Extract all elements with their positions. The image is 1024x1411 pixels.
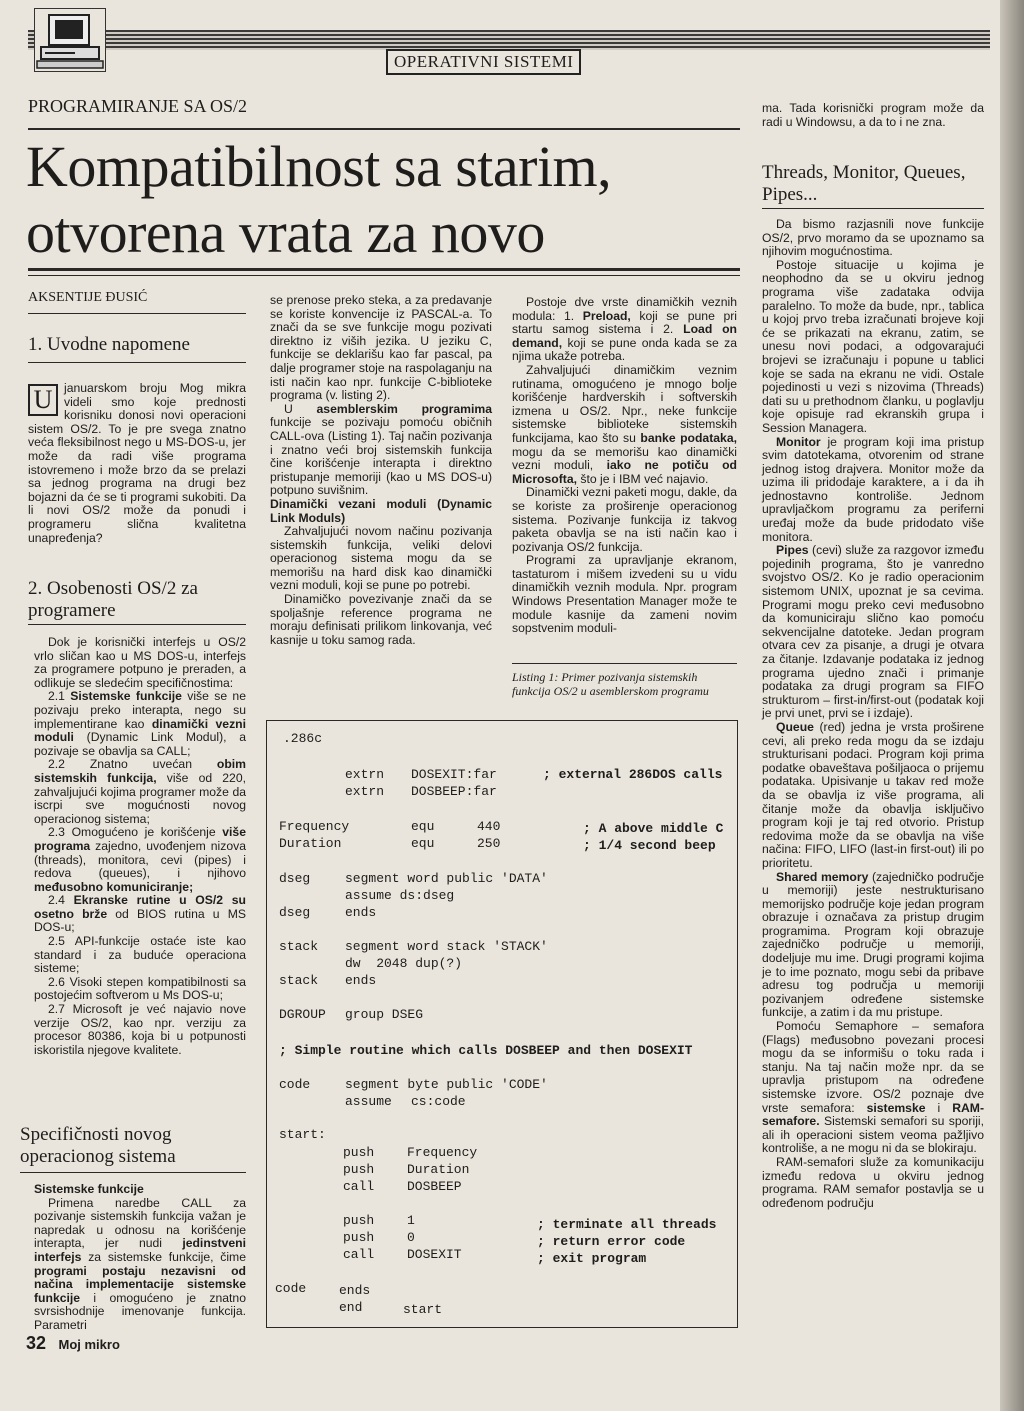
page-edge-shadow xyxy=(1000,0,1024,1411)
code-line: ends xyxy=(345,905,377,920)
code-line: DGROUP xyxy=(279,1007,326,1022)
headline-line-2: otvorena vrata za novo xyxy=(26,200,545,265)
paragraph: Shared memory (zajedničko područje u memoriji) jeste nestrukturisano memorijsko područje koje jedan program obrazuje i označava za pristup drugim programima. Program koji obrazuje zajedničko područje u memoriji, dodeljuje mu ime. Drugi programi kojima je to ime poznato, mogu sebi da pribave adresu tog područja u memoriji pozivanjem određene sistemske funkcije, a zatim i da mu pristupe. xyxy=(762,869,984,1020)
code-comment: ; exit program xyxy=(537,1251,647,1266)
header-stripe-bar xyxy=(28,30,990,50)
code-line: assume xyxy=(345,1094,392,1109)
divider xyxy=(762,208,984,209)
column-2-body xyxy=(270,294,492,647)
divider xyxy=(20,1172,246,1173)
divider xyxy=(28,624,246,625)
code-line: 0 xyxy=(407,1230,415,1245)
divider xyxy=(28,268,740,271)
list-item: 2.7 Microsoft je već najavio nove verzije OS/2, kao npr. verziju za procesor 80386, koja bi u potpunosti iskoristila njegove kvalitete. xyxy=(34,1002,246,1057)
divider xyxy=(28,362,246,363)
code-listing xyxy=(266,720,738,1328)
divider xyxy=(512,663,737,664)
subheading: Dinamički vezani moduli (Dynamic Link Moduls) xyxy=(270,496,492,525)
paragraph: U asemblerskim programima funkcije se pozivaju pomoću običnih CALL-ova (Listing 1). Taj način pozivanja i znatno veći broj sistemskih funkcija čine korišćenje interapta i direktno pristupanje memoriji (kao u MS DOS-u) potpuno suvišnim. xyxy=(270,401,492,498)
code-line: segment byte public 'CODE' xyxy=(345,1077,548,1092)
code-line: DOSEXIT xyxy=(407,1247,462,1262)
intro-text: januarskom broju Mog mikra videli smo koje prednosti korisniku donosi novi operacioni sistem OS/2. To je pre svega znatno veća fleksibilnost nego u MS-DOS-u, jer može da radi više programa istovremeno i može brzo da se prelazi sa jednog programa na drugi bez bojazni da će se ti programi sukobiti. Da li novi OS/2 može da ponudi i programeru slična kvalitetna unapređenja? xyxy=(28,381,246,545)
divider xyxy=(28,313,246,314)
paragraph: ma. Tada korisnički program može da radi u Windowsu, a da to i ne zna. xyxy=(762,101,984,129)
code-comment: ; return error code xyxy=(537,1234,686,1249)
section-heading xyxy=(28,578,198,622)
kicker: PROGRAMIRANJE SA OS/2 xyxy=(28,96,248,116)
paragraph: Postoje situacije u kojima je neophodno da se u okviru jednog programa više zadataka odvija paralelno. To može da bude, npr., tablica u kojoj prvo treba izračunati brojeve koji će se prikazati na ekranu, zatim, se unesu novi podaci, a odgovarajući brojevi se izračunaju i popune u tablici koje se sada na ekranu ne vidi. Ostale pojedinosti u vezi s nizovima (Threads) dati su u prethodnom članku, u poglavlju koje opisuje rad ekranskih grupa i Session Managera. xyxy=(762,257,984,435)
column-3-body xyxy=(512,296,737,636)
paragraph: Dok je korisnički interfejs u OS/2 vrlo sličan kao u MS DOS-u, interfejs za programere potpuno je preraden, a odlikuje se sledećim specifičnostima: xyxy=(34,635,246,690)
code-line: push xyxy=(343,1213,375,1228)
paragraph: Primena naredbe CALL za pozivanje sistemskih funkcija važan je napredak u odnosu na korišćenje interapta, jer nudi jedinstveni interfejs za sistemske funkcije, čime programi postaju nezavisni od načina implementacije sistemske funkcije i omogućeno je znatno svrsishodnije imenovanje funkcija. Parametri xyxy=(34,1195,246,1332)
subheading: Sistemske funkcije xyxy=(34,1182,144,1196)
code-comment: ; A above middle C xyxy=(583,821,724,836)
list-item: 2.5 API-funkcije ostaće iste kao standard i za buduće operaciona sisteme; xyxy=(34,934,246,976)
code-line: code xyxy=(279,1077,311,1092)
code-line: equ xyxy=(411,836,435,851)
code-line: segment word public 'DATA' xyxy=(345,871,548,886)
code-line: dw 2048 dup(?) xyxy=(345,956,463,971)
code-line: cs:code xyxy=(411,1094,466,1109)
code-line: DOSEXIT:far xyxy=(411,767,497,782)
column-4-top xyxy=(762,102,984,129)
section-heading-line: 2. Osobenosti OS/2 za xyxy=(28,578,198,599)
code-line: push xyxy=(343,1162,375,1177)
code-line: stack xyxy=(279,973,319,988)
section-heading xyxy=(20,1124,176,1168)
column-4-body xyxy=(762,218,984,1210)
code-line: extrn xyxy=(345,767,385,782)
code-line: extrn xyxy=(345,784,385,799)
code-line: 250 xyxy=(477,836,501,851)
paragraph: Da bismo razjasnili nove funkcije OS/2, prvo moramo da se upoznamo sa njihovim mogućnostima. xyxy=(762,217,984,259)
paragraph: Zahvaljujući novom načinu pozivanja sistemskih funkcija, veliki delovi operacionog sistema mogu da se memorišu na hard disk kao dinamički vezni moduli, koji se pune po potrebi. xyxy=(270,524,492,593)
byline: AKSENTIJE ĐUSIĆ xyxy=(28,290,148,305)
paragraph: RAM-semafori služe za komunikaciju između redova u okviru jednog programa. RAM semafor postavlja se u određenom području xyxy=(762,1154,984,1210)
code-line: Frequency xyxy=(407,1145,478,1160)
list-item: 2.4 Ekranske rutine u OS/2 su osetno brže od BIOS rutina u MS DOS-u; xyxy=(34,893,246,935)
code-line: start xyxy=(403,1302,443,1317)
paragraph: Dinamički vezni paketi mogu, dakle, da se koriste za proširenje operacionog sistema. Pozivanje funkcija iz takvog paketa obavlja se na isti način kao i pozivanja OS/2 funkcija. xyxy=(512,485,737,554)
code-comment: ; 1/4 second beep xyxy=(583,838,716,853)
code-line: 440 xyxy=(477,819,501,834)
code-line: code xyxy=(275,1281,307,1296)
code-line: DOSBEEP:far xyxy=(411,784,497,799)
code-line: Duration xyxy=(407,1162,470,1177)
paragraph: Monitor je program koji ima pristup svim datotekama, otvorenim od strane jednog istog drajvera. Monitor može da uzima ili pridodaje karaktere, a i da ih jednostavno kontroliše. Jednom upravljačkom programu za periferni uređaj može da bude pridodato više monitora. xyxy=(762,434,984,544)
code-line: segment word stack 'STACK' xyxy=(345,939,548,954)
code-line: call xyxy=(343,1247,375,1262)
headline-line-1: Kompatibilnost sa starim, xyxy=(26,134,612,199)
page-footer xyxy=(26,1333,120,1354)
divider xyxy=(28,128,740,130)
code-line: ends xyxy=(339,1283,371,1298)
code-line: DOSBEEP xyxy=(407,1179,462,1194)
code-line: assume ds:dseg xyxy=(345,888,455,903)
section-heading: 1. Uvodne napomene xyxy=(28,334,190,355)
list-item: 2.1 Sistemske funkcije više se ne pozivaju preko interapta, nego su implementirane kao dinamički vezni moduli (Dynamic Link Modul), a pozivaje se obavlja sa CALL; xyxy=(34,689,246,758)
column-1-body xyxy=(34,636,246,1057)
code-line: stack xyxy=(279,939,319,954)
paragraph: Dinamičko povezivanje znači da se spoljašnje reference programa ne moraju definisati prilikom linkovanja, već kasnije u toku samog rada. xyxy=(270,592,492,647)
list-item: 2.6 Visoki stepen kompatibilnosti sa postojećim softverom u Ms DOS-u; xyxy=(34,974,246,1003)
code-line: Duration xyxy=(279,836,342,851)
code-comment: ; external 286DOS calls xyxy=(543,767,723,782)
section-label: OPERATIVNI SISTEMI xyxy=(386,49,581,75)
paragraph: Pipes (cevi) služe za razgovor između pojedinih programa, što je vanredno svojstvo OS/2. Ko je radio operacionim sistemom UNIX, upoznat je sa cevima. Programi mogu preko cevi međusobno da komuniciraju slično kao pomoću sekvencijalne datoteke. Jedan program otvara cev za pisanje, a drugi je otvara za čitanje. Izdavanje podataka iz jednog programa ujedno znači i primanje podataka za drugi program sa FIFO strukturom – first-in/first-out (podatak koji je prvi unet, prvi se i izdaje). xyxy=(762,543,984,721)
page-number: 32 xyxy=(26,1333,47,1353)
paragraph: Queue (red) jedna je vrsta proširene cevi, ali preko reda mogu da se izdaju strukturisani podaci. Program koji prima podatke obaveštava pošiljaoca o prijemu podataka. Upisivanje u takav red može da se obavlja iz više programa, ali čitanje može da obavlja isključivo program koji je taj red otvorio. Pristup redovima može da se obavlja na više načina: FIFO, LIFO (last-in first-out) ili po prioritetu. xyxy=(762,719,984,870)
headline xyxy=(26,134,746,266)
code-line: push xyxy=(343,1145,375,1160)
list-item: 2.2 Znatno uvećan obim sistemskih funkcija, više od 220, zahvaljujući kojima programer može da iscrpi sve mogućnosti novog operacionog sistema; xyxy=(34,757,246,826)
paragraph: se prenose preko steka, a za predavanje se koriste konvencije iz PASCAL-a. To znači da se sve funkcije mogu pozivati direktno iz viših jezika. U jeziku C, funkcije se deklarišu kao far pascal, pa dalje programer stoje na raspolaganju na isti način kao npr. funkcije C-biblioteke programa (v. listing 2). xyxy=(270,293,492,403)
code-line: Frequency xyxy=(279,819,350,834)
code-line: equ xyxy=(411,819,435,834)
code-line: start: xyxy=(279,1127,326,1142)
intro-paragraph xyxy=(28,382,246,545)
paragraph: Pomoću Semaphore – semafora (Flags) međusobno povezani procesi mogu da se informišu o toku rada i stanju. Na taj način može npr. da se upravlja pristupom na određene sistemske izvore. OS/2 poznaje dve vrste semafora: sistemske i RAM-semafore. Sistemski semafori su sporiji, ali ih operacioni sistem veoma pažljivo kontroliše, a ne mogu ni da se blokiraju. xyxy=(762,1019,985,1156)
code-line: ends xyxy=(345,973,377,988)
list-item: 2.3 Omogućeno je korišćenje više programa zajedno, uvođenjem nizova (threads), monitora, cevi (pipes) i redova (queues), i njihovo međusobno komuniciranje; xyxy=(34,825,246,894)
paragraph: Programi za upravljanje ekranom, tastaturom i mišem izvedeni su u vidu dinamičkih veznih modula. Npr. program Windows Presentation Manager može te module kasnije da zameni novim sopstvenim moduli- xyxy=(512,553,737,636)
column-1-body-bottom xyxy=(34,1183,246,1333)
section-heading-line: programere xyxy=(28,600,116,621)
listing-caption: Listing 1: Primer pozivanja sistemskih funkcija OS/2 u asemblerskom programu xyxy=(512,670,709,698)
code-comment: ; Simple routine which calls DOSBEEP and then DOSEXIT xyxy=(279,1043,693,1058)
section-heading: Threads, Monitor, Queues, Pipes... xyxy=(762,162,966,205)
code-line: push xyxy=(343,1230,375,1245)
magazine-name: Moj mikro xyxy=(58,1337,120,1352)
code-line: .286c xyxy=(283,731,323,746)
section-heading-line: operacionog sistema xyxy=(20,1146,176,1167)
code-comment: ; terminate all threads xyxy=(537,1217,717,1232)
divider xyxy=(28,275,740,276)
paragraph: Zahvaljujući dinamičkim veznim rutinama, omogućeno je mnogo bolje korišćenje hardverskih i softverskih izmena u OS/2. Npr., neke funkcije sistemske biblioteke sistemskih funkcijama, kao što su banke podataka, mogu da se memorišu kao dinamički vezni moduli, iako ne potiču od Microsofta, što je i IBM već najavio. xyxy=(512,362,737,486)
computer-icon xyxy=(34,8,106,72)
code-line: call xyxy=(343,1179,375,1194)
drop-cap: U xyxy=(28,384,58,416)
code-line: dseg xyxy=(279,905,311,920)
code-line: dseg xyxy=(279,871,311,886)
code-line: end xyxy=(339,1300,363,1315)
code-line: group DSEG xyxy=(345,1007,424,1022)
code-line: 1 xyxy=(407,1213,415,1228)
paragraph: Postoje dve vrste dinamičkih veznih modula: 1. Preload, koji se pune pri startu samog sistema i 2. Load on demand, koji se pune onda kada se za njima ukaže potreba. xyxy=(512,295,738,364)
section-heading-line: Specifičnosti novog xyxy=(20,1124,172,1145)
